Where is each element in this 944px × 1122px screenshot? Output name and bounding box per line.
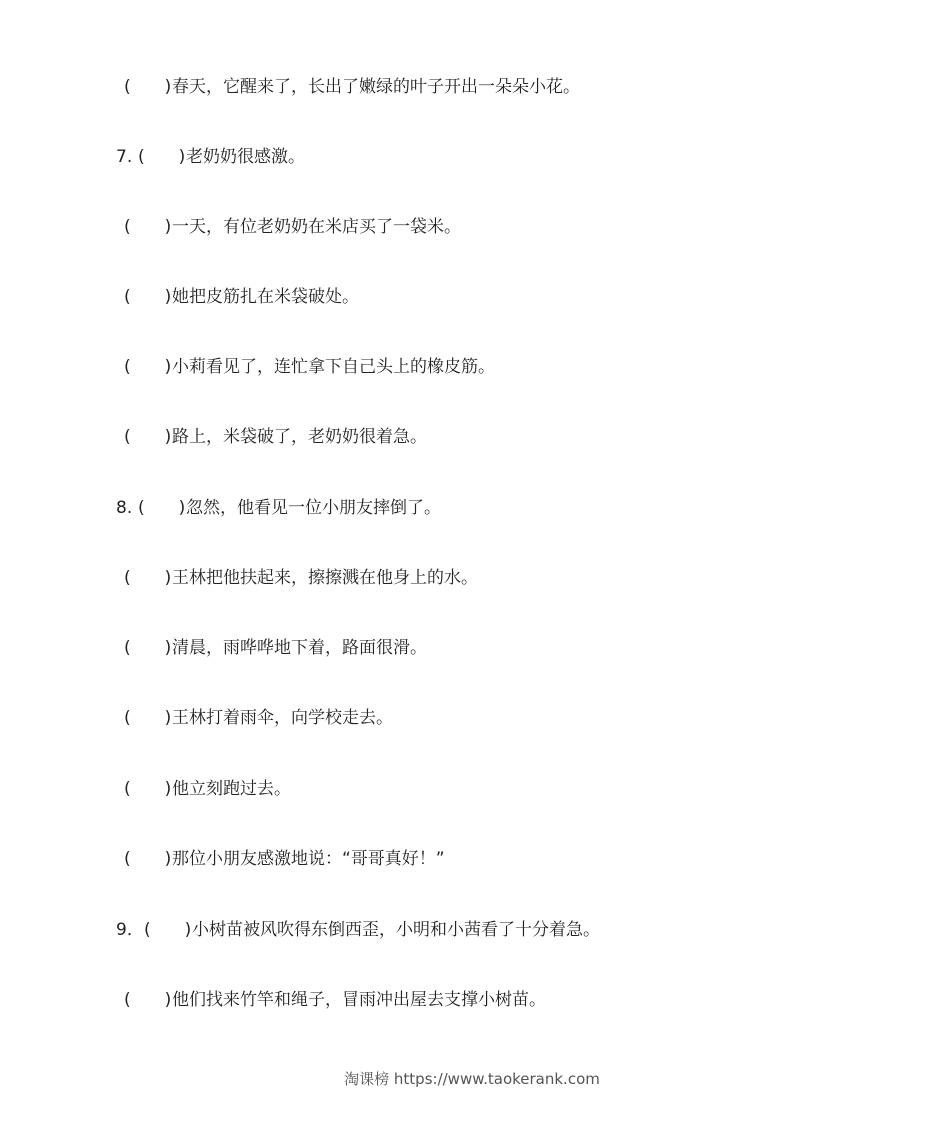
list-item: [124, 563, 478, 593]
item-text: 王林打着雨伞，向学校走去。: [172, 708, 393, 728]
answer-blank[interactable]: ( ): [124, 217, 172, 237]
answer-blank[interactable]: ( ): [124, 708, 172, 728]
list-item: [124, 282, 359, 312]
list-item: [124, 352, 495, 382]
question-9: [116, 915, 600, 945]
page-footer: 淘课榜 https://www.taokerank.com: [344, 1070, 600, 1088]
question-7: [116, 142, 305, 172]
answer-blank[interactable]: ( ): [138, 498, 186, 518]
list-item: [124, 985, 546, 1015]
item-text: 他们找来竹竿和绳子，冒雨冲出屋去支撑小树苗。: [172, 990, 546, 1010]
item-text: 那位小朋友感激地说：“哥哥真好！”: [172, 849, 445, 869]
item-text: 他立刻跑过去。: [172, 779, 291, 799]
item-text: 清晨，雨哗哗地下着，路面很滑。: [172, 638, 427, 658]
question-number: 7.: [116, 147, 133, 167]
answer-blank[interactable]: ( ): [124, 77, 172, 97]
question-number: 8.: [116, 498, 133, 518]
question-number: 9．: [116, 920, 144, 940]
answer-blank[interactable]: ( ): [124, 357, 172, 377]
item-text: 春天，它醒来了，长出了嫩绿的叶子开出一朵朵小花。: [172, 77, 580, 97]
answer-blank[interactable]: ( ): [124, 849, 172, 869]
question-8: [116, 493, 441, 523]
list-item: [124, 633, 427, 663]
item-text: 老奶奶很感激。: [186, 147, 305, 167]
list-item: [124, 703, 393, 733]
item-text: 小树苗被风吹得东倒西歪，小明和小茜看了十分着急。: [192, 920, 600, 940]
list-item: [124, 212, 461, 242]
list-item: [124, 422, 427, 452]
answer-blank[interactable]: ( ): [124, 779, 172, 799]
item-text: 她把皮筋扎在米袋破处。: [172, 287, 359, 307]
answer-blank[interactable]: ( ): [124, 990, 172, 1010]
answer-blank[interactable]: ( ): [124, 568, 172, 588]
item-text: 路上，米袋破了，老奶奶很着急。: [172, 427, 427, 447]
answer-blank[interactable]: ( ): [124, 638, 172, 658]
answer-blank[interactable]: ( ): [124, 287, 172, 307]
list-item: [124, 774, 291, 804]
answer-blank[interactable]: ( ): [144, 920, 192, 940]
item-text: 忽然，他看见一位小朋友摔倒了。: [186, 498, 441, 518]
answer-blank[interactable]: ( ): [124, 427, 172, 447]
answer-blank[interactable]: ( ): [138, 147, 186, 167]
item-text: 小莉看见了，连忙拿下自己头上的橡皮筋。: [172, 357, 495, 377]
item-text: 一天，有位老奶奶在米店买了一袋米。: [172, 217, 461, 237]
item-text: 王林把他扶起来，擦擦溅在他身上的水。: [172, 568, 478, 588]
list-item: [124, 844, 445, 874]
list-item: [124, 72, 580, 102]
